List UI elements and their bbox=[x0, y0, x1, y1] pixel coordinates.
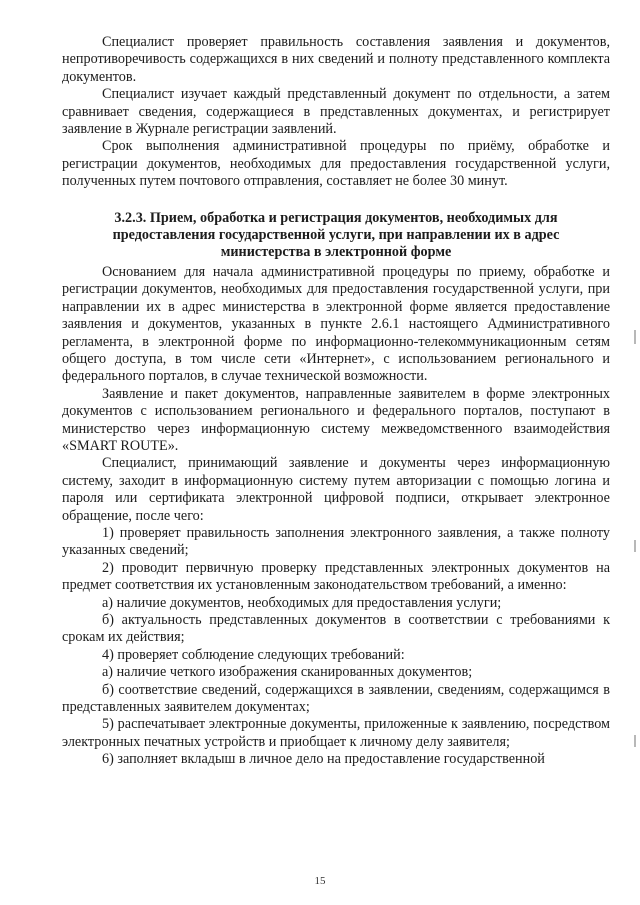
paragraph: Специалист проверяет правильность составления заявления и документов, непротиворечивость содержащихся в них сведений и полноту представленного комплекта документов. bbox=[62, 34, 610, 85]
section-heading: 3.2.3. Прием, обработка и регистрация документов, необходимых для предоставления государственной услуги, при направлении их в адрес министерства в электронной форме bbox=[112, 209, 560, 261]
list-item: б) соответствие сведений, содержащихся в заявлении, сведениям, содержащимся в представленных заявителем документах; bbox=[62, 681, 610, 716]
page-number: 15 bbox=[314, 875, 326, 887]
scan-artifact bbox=[634, 540, 636, 552]
list-item: б) актуальность представленных документов в соответствии с требованиями к срокам их действия; bbox=[62, 612, 610, 646]
paragraph: Заявление и пакет документов, направленные заявителем в форме электронных документов с использованием регионального и федерального порталов, поступают в министерство через информационную систему межведомственного взаимодействия «SMART ROUTE». bbox=[62, 385, 610, 454]
paragraph: Срок выполнения административной процедуры по приёму, обработке и регистрации документов, необходимых для предоставления государственной услуги, полученных путем почтового отправления, составляет не более 30 минут. bbox=[62, 138, 610, 190]
list-item: 2) проводит первичную проверку представленных электронных документов на предмет соответствия их установленным законодательством требований, а именно: bbox=[62, 559, 610, 594]
list-item: а) наличие четкого изображения сканированных документов; bbox=[102, 664, 473, 681]
list-item: 1) проверяет правильность заполнения электронного заявления, а также полноту указанных сведений; bbox=[62, 524, 610, 559]
list-item: 6) заполняет вкладыш в личное дело на предоставление государственной bbox=[102, 751, 545, 768]
paragraph: Основанием для начала административной процедуры по приему, обработке и регистрации документов, необходимых для предоставления государственной услуги, при направлении их в адрес министерства в электронной форме является предоставление заявления и документов, указанных в пункте 2.6.1 настоящего Административного регламента, в электронной форме по информационно-телекоммуникационным сетям общего доступа, в том числе сети «Интернет», с использованием регионального и федерального порталов, в случае технической возможности. bbox=[62, 263, 610, 385]
scan-artifact bbox=[634, 330, 636, 344]
document-page bbox=[62, 34, 610, 769]
list-item: 4) проверяет соблюдение следующих требований: bbox=[102, 646, 405, 663]
list-item: 5) распечатывает электронные документы, приложенные к заявлению, посредством электронных печатных устройств и приобщает к личному делу заявителя; bbox=[62, 716, 610, 750]
list-item: а) наличие документов, необходимых для предоставления услуги; bbox=[102, 594, 502, 611]
scan-artifact bbox=[634, 735, 636, 747]
paragraph: Специалист, принимающий заявление и документы через информационную систему, заходит в информационную систему путем авторизации с помощью логина и пароля или сертификата электронной цифровой подписи, открывает электронное обращение, после чего: bbox=[62, 455, 610, 524]
paragraph: Специалист изучает каждый представленный документ по отдельности, а затем сравнивает сведения, содержащиеся в представленных документах, и регистрирует заявление в Журнале регистрации заявлений. bbox=[62, 86, 610, 138]
